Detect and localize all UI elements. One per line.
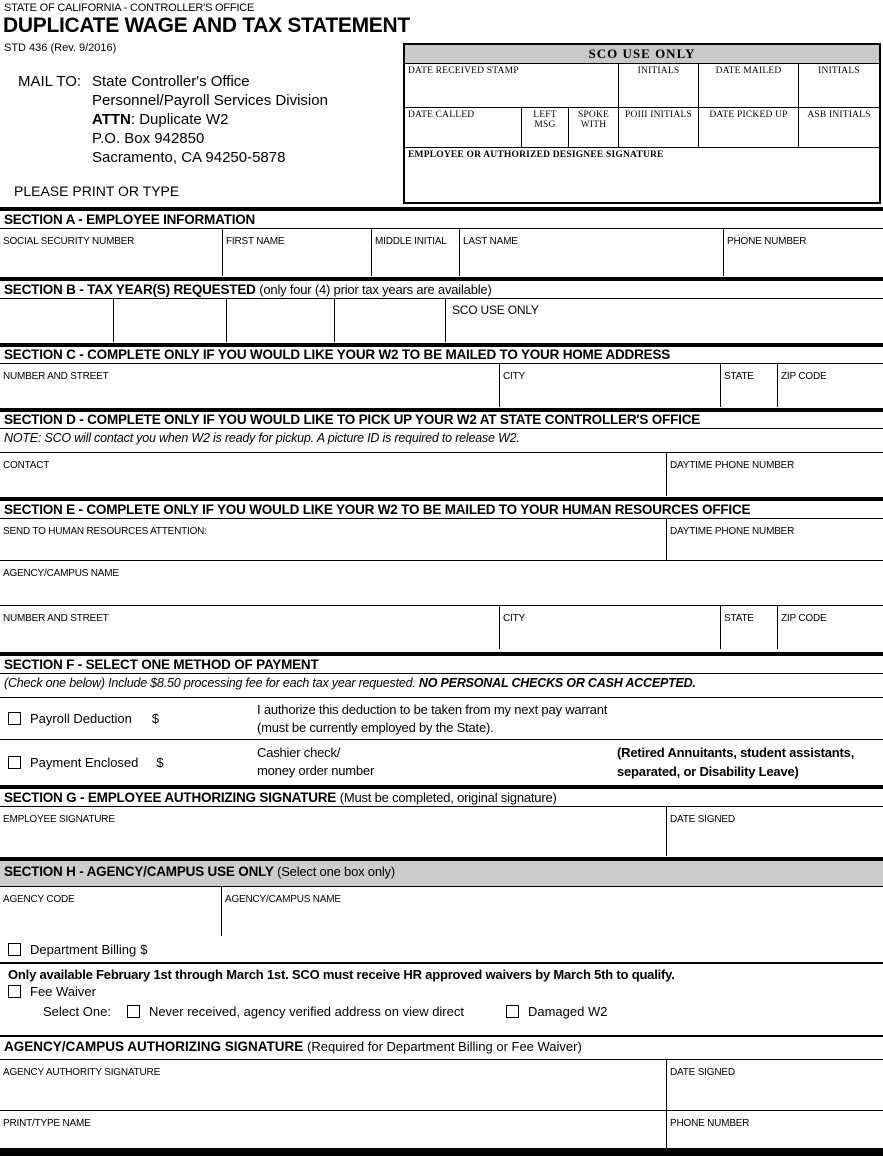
ssn-label: SOCIAL SECURITY NUMBER [3,236,135,247]
hr-attention-field[interactable] [0,519,667,560]
address-line: Sacramento, CA 94250-5878 [92,149,286,166]
section-f-note-bold: NO PERSONAL CHECKS OR CASH ACCEPTED. [418,676,696,690]
section-e-row-2 [0,560,883,605]
agency-campus-name-label: AGENCY/CAMPUS NAME [225,894,341,905]
sco-use-only-label: SCO USE ONLY [452,303,539,317]
hr-city-field[interactable] [500,606,721,649]
agency-date-signed-label: DATE SIGNED [670,1067,735,1078]
section-h-title-bold: SECTION H - AGENCY/CAMPUS USE ONLY [4,864,274,879]
hr-daytime-phone-field[interactable] [667,519,883,560]
section-d-title: SECTION D - COMPLETE ONLY IF YOU WOULD LIKE TO PICK UP YOUR W2 AT STATE CONTROLLER'S OFFICE [4,412,701,427]
section-g-subtitle: (Must be completed, original signature) [339,790,557,805]
select-one-label: Select One: [43,1004,111,1019]
damaged-w2-checkbox[interactable] [506,1005,519,1018]
designee-signature-field[interactable] [405,148,879,200]
hr-attention-label: SEND TO HUMAN RESOURCES ATTENTION: [3,526,207,537]
home-city-label: CITY [503,371,525,382]
tax-year-box-1[interactable] [0,299,114,342]
section-h [0,857,883,1035]
agency-authority-signature-field[interactable] [0,1060,667,1110]
section-a-row [0,228,883,276]
hr-street-field[interactable] [0,606,500,649]
phone-number-label: PHONE NUMBER [727,236,807,247]
agency-date-signed-field[interactable] [667,1060,883,1110]
hr-city-label: CITY [503,613,525,624]
attn-label: ATTN [92,111,131,128]
sco-row-2 [405,108,879,148]
retired-annuitants-note [617,743,883,781]
department-billing-checkbox[interactable] [8,943,21,956]
section-c [0,343,883,408]
section-h-row [0,886,883,936]
left-msg-label: LEFT MSG [533,110,557,130]
home-zip-label: ZIP CODE [781,371,827,382]
hr-street-label: NUMBER AND STREET [3,613,109,624]
tax-year-box-4[interactable] [335,299,446,342]
section-a [0,207,883,277]
print-type-name-field[interactable] [0,1111,667,1150]
never-received-label: Never received, agency verified address on view direct [148,1004,464,1019]
payroll-desc-line-1: I authorize this deduction to be taken from my next pay warrant [257,701,608,717]
home-city-field[interactable] [500,364,721,407]
home-street-field[interactable] [0,364,500,407]
never-received-checkbox[interactable] [127,1005,140,1018]
cashier-check-description [257,744,374,780]
page-title: DUPLICATE WAGE AND TAX STATEMENT [3,14,410,37]
section-b [0,277,883,343]
print-type-name-label: PRINT/TYPE NAME [3,1118,91,1129]
agency-code-label: AGENCY CODE [3,894,75,905]
payroll-deduction-checkbox[interactable] [8,712,21,725]
middle-initial-label: MIDDLE INITIAL [375,236,447,247]
payment-enclosed-row [0,739,883,784]
payroll-desc-line-2: (must be currently employed by the State). [257,719,494,735]
section-e [0,497,883,652]
payment-enclosed-label: Payment Enclosed [30,754,139,770]
section-c-row [0,363,883,407]
section-g [0,785,883,857]
phone-number-field[interactable] [724,229,883,276]
section-e-row-1 [0,518,883,560]
last-name-label: LAST NAME [463,236,518,247]
agency-authority-signature-label: AGENCY AUTHORITY SIGNATURE [3,1067,161,1078]
first-name-label: FIRST NAME [226,236,285,247]
last-name-field[interactable] [460,229,724,276]
address-line [92,110,328,129]
sco-use-only-box [403,43,881,204]
section-f [0,652,883,785]
payment-enclosed-checkbox[interactable] [8,756,21,769]
hr-zip-field[interactable] [778,606,883,649]
date-received-stamp-label: DATE RECEIVED STAMP [408,66,519,76]
agency-phone-number-field[interactable] [667,1111,883,1150]
middle-initial-field[interactable] [372,229,460,276]
spoke-with-field[interactable] [569,108,619,147]
left-msg-field[interactable] [522,108,569,147]
section-d-note: NOTE: SCO will contact you when W2 is ready for pickup. A picture ID is required to release W2. [0,428,883,452]
form-number: STD 436 (Rev. 9/2016) [4,42,117,54]
date-picked-up-field[interactable] [699,108,799,147]
fee-waiver-availability-note: Only available February 1st through March 1st. SCO must receive HR approved waivers by March 5th to qualify. [8,967,675,982]
payment-enclosed-option [0,755,257,770]
payroll-amount-field[interactable]: $ [151,711,160,726]
section-c-title: SECTION C - COMPLETE ONLY IF YOU WOULD LIKE YOUR W2 TO BE MAILED TO YOUR HOME ADDRESS [4,347,671,362]
date-mailed-field[interactable] [699,64,799,107]
tax-year-box-2[interactable] [114,299,227,342]
section-f-note [0,673,883,697]
section-d [0,408,883,497]
sco-box-title: SCO USE ONLY [405,45,879,64]
payroll-deduction-option [0,711,257,726]
form-header [0,0,883,207]
agency-signature-row-1 [0,1059,883,1110]
department-billing-amount-field[interactable]: $ [140,941,148,957]
initials-label: INITIALS [818,66,860,76]
date-signed-field[interactable] [667,807,883,856]
hr-zip-label: ZIP CODE [781,613,827,624]
agency-signature-subtitle: (Required for Department Billing or Fee Waiver) [307,1039,582,1054]
initials-label: INITIALS [637,66,680,76]
section-b-title-bold: SECTION B - TAX YEAR(S) REQUESTED [4,282,256,297]
damaged-w2-label: Damaged W2 [527,1004,608,1019]
fee-waiver-block [0,964,883,1035]
payroll-deduction-label: Payroll Deduction [30,711,132,726]
section-h-subtitle: (Select one box only) [277,864,395,879]
date-called-field[interactable] [405,108,522,147]
department-billing-row [0,936,883,964]
employee-signature-label: EMPLOYEE SIGNATURE [3,814,115,825]
date-received-stamp-field[interactable] [405,64,619,107]
hr-agency-name-label: AGENCY/CAMPUS NAME [3,568,119,579]
section-h-title [0,861,883,886]
fee-waiver-checkbox[interactable] [8,985,21,998]
state-agency-line: STATE OF CALIFORNIA - CONTROLLER'S OFFICE [4,2,255,14]
sco-row-3 [405,148,879,200]
home-street-label: NUMBER AND STREET [3,371,109,382]
section-g-title [0,789,883,806]
date-mailed-label: DATE MAILED [715,66,782,76]
section-d-row [0,452,883,496]
initials-field-2[interactable] [799,64,879,107]
agency-phone-number-label: PHONE NUMBER [670,1118,750,1129]
agency-campus-name-field[interactable] [222,887,883,936]
hr-agency-name-field[interactable] [0,561,883,605]
mail-to-block [18,72,328,167]
section-b-subtitle: (only four (4) prior tax years are available) [259,282,492,297]
home-zip-field[interactable] [778,364,883,407]
section-e-title: SECTION E - COMPLETE ONLY IF YOU WOULD LIKE YOUR W2 TO BE MAILED TO YOUR HUMAN RESOURCES OFFICE [4,502,751,517]
date-signed-label: DATE SIGNED [670,814,735,825]
asb-initials-field[interactable] [799,108,879,147]
agency-signature-title [0,1037,883,1059]
payroll-deduction-description [257,701,607,737]
spoke-with-label: SPOKE WITH [577,110,610,130]
agency-signature-section [0,1035,883,1148]
select-one-row [8,1004,883,1019]
date-called-label: DATE CALLED [408,110,475,120]
retired-note-line-1: (Retired Annuitants, student assistants, [617,745,855,760]
daytime-phone-label: DAYTIME PHONE NUMBER [670,460,795,471]
hr-state-label: STATE [724,613,754,624]
mail-to-address [92,72,328,167]
poiii-initials-field[interactable] [619,108,699,147]
poiii-initials-label: POIII INITIALS [625,110,692,120]
section-f-note-text: (Check one below) Include $8.50 processing fee for each tax year requested. [4,676,419,690]
employee-signature-field[interactable] [0,807,667,856]
tax-year-box-3[interactable] [227,299,335,342]
asb-initials-label: ASB INITIALS [807,110,871,120]
section-b-title [0,281,883,298]
agency-signature-row-2 [0,1110,883,1150]
home-state-field[interactable] [721,364,778,407]
attn-value: : Duplicate W2 [130,111,229,128]
date-picked-up-label: DATE PICKED UP [709,110,788,120]
fee-waiver-row [8,984,883,999]
agency-code-field[interactable] [0,887,222,936]
section-g-row [0,806,883,856]
retired-note-line-2: separated, or Disability Leave) [617,764,799,779]
designee-signature-label: EMPLOYEE OR AUTHORIZED DESIGNEE SIGNATURE [408,150,664,160]
section-b-row [0,298,883,342]
section-e-row-3 [0,605,883,649]
payment-amount-field[interactable]: $ [156,754,164,770]
fee-waiver-label: Fee Waiver [30,984,96,999]
address-line: Personnel/Payroll Services Division [92,92,328,109]
daytime-phone-field[interactable] [667,453,883,496]
section-g-title-bold: SECTION G - EMPLOYEE AUTHORIZING SIGNATURE [4,790,337,805]
contact-label: CONTACT [3,460,50,471]
cashier-check-line-1: Cashier check/ [257,745,341,760]
initials-field[interactable] [619,64,699,107]
contact-field[interactable] [0,453,667,496]
cashier-check-line-2: money order number [257,763,375,778]
ssn-field[interactable] [0,229,223,276]
address-line: P.O. Box 942850 [92,130,205,147]
section-f-title: SECTION F - SELECT ONE METHOD OF PAYMENT [4,657,319,672]
sco-use-only-field[interactable] [446,299,883,342]
address-line: State Controller's Office [92,73,250,90]
agency-signature-title-bold: AGENCY/CAMPUS AUTHORIZING SIGNATURE [4,1039,304,1054]
hr-state-field[interactable] [721,606,778,649]
section-a-title: SECTION A - EMPLOYEE INFORMATION [4,212,256,227]
print-or-type-note: PLEASE PRINT OR TYPE [14,183,180,199]
hr-daytime-phone-label: DAYTIME PHONE NUMBER [670,526,795,537]
department-billing-label: Department Billing [30,941,137,957]
home-state-label: STATE [724,371,754,382]
first-name-field[interactable] [223,229,372,276]
mail-to-label: MAIL TO: [18,73,82,90]
payroll-deduction-row [0,697,883,739]
sco-row-1 [405,64,879,108]
